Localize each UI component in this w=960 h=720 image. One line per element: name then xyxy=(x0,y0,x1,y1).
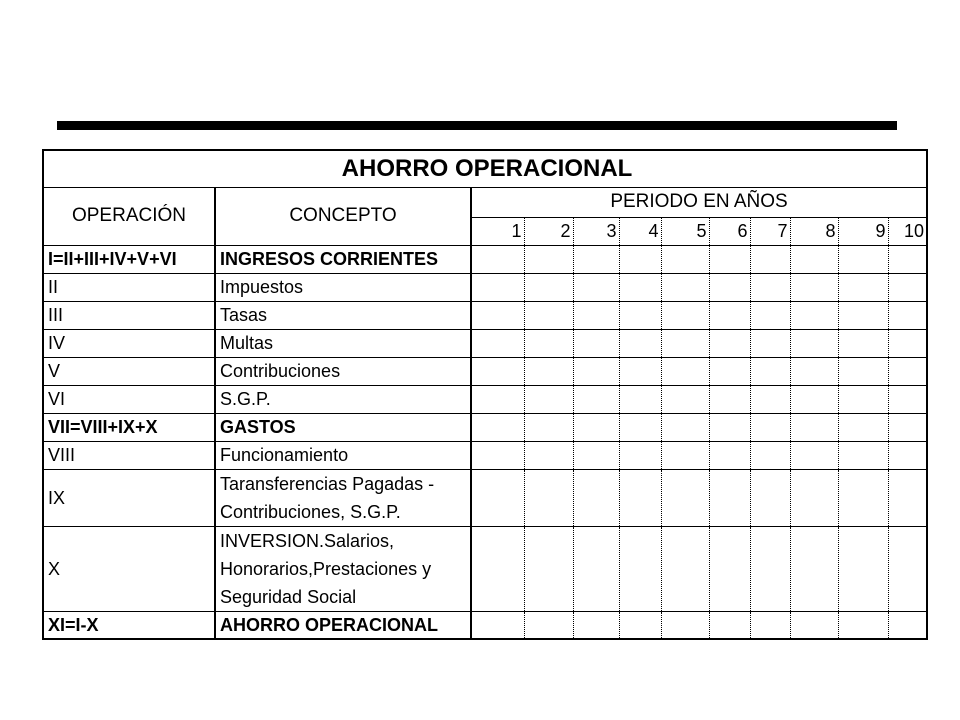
operation-cell: VII=VIII+IX+X xyxy=(43,413,215,441)
value-cell xyxy=(471,611,524,639)
value-cell xyxy=(750,441,790,469)
table-row xyxy=(43,413,927,441)
value-cell xyxy=(750,245,790,273)
value-cell xyxy=(619,329,661,357)
value-cell xyxy=(709,385,750,413)
value-cell xyxy=(888,357,927,385)
value-cell xyxy=(790,413,838,441)
operation-cell: X xyxy=(43,526,215,611)
value-cell xyxy=(619,357,661,385)
value-cell xyxy=(750,385,790,413)
value-cell xyxy=(838,413,888,441)
concept-cell: GASTOS xyxy=(215,413,471,441)
value-cell xyxy=(524,245,573,273)
value-cell xyxy=(524,441,573,469)
value-cell xyxy=(790,329,838,357)
value-cell xyxy=(619,526,661,611)
value-cell xyxy=(661,273,709,301)
value-cell xyxy=(619,301,661,329)
value-cell xyxy=(790,526,838,611)
value-cell xyxy=(661,245,709,273)
value-cell xyxy=(709,469,750,526)
value-cell xyxy=(888,245,927,273)
ahorro-operacional-table xyxy=(42,149,928,640)
value-cell xyxy=(888,611,927,639)
value-cell xyxy=(573,245,619,273)
operation-cell: III xyxy=(43,301,215,329)
value-cell xyxy=(750,273,790,301)
value-cell xyxy=(888,301,927,329)
year-header-2: 2 xyxy=(524,217,573,245)
value-cell xyxy=(838,441,888,469)
operation-cell: VIII xyxy=(43,441,215,469)
value-cell xyxy=(471,357,524,385)
concept-cell: Contribuciones xyxy=(215,357,471,385)
value-cell xyxy=(573,357,619,385)
value-cell xyxy=(573,413,619,441)
table-row xyxy=(43,301,927,329)
year-header-6: 6 xyxy=(709,217,750,245)
table-title: AHORRO OPERACIONAL xyxy=(43,150,927,187)
value-cell xyxy=(790,301,838,329)
value-cell xyxy=(709,611,750,639)
value-cell xyxy=(709,245,750,273)
value-cell xyxy=(709,441,750,469)
concept-cell: Multas xyxy=(215,329,471,357)
value-cell xyxy=(750,301,790,329)
value-cell xyxy=(709,273,750,301)
value-cell xyxy=(573,611,619,639)
value-cell xyxy=(888,441,927,469)
value-cell xyxy=(573,385,619,413)
value-cell xyxy=(709,329,750,357)
operation-cell: I=II+III+IV+V+VI xyxy=(43,245,215,273)
concept-cell: INGRESOS CORRIENTES xyxy=(215,245,471,273)
table-row xyxy=(43,441,927,469)
concept-cell: Impuestos xyxy=(215,273,471,301)
value-cell xyxy=(790,273,838,301)
value-cell xyxy=(471,385,524,413)
concept-cell: Taransferencias Pagadas - Contribuciones, S.G.P. xyxy=(215,469,471,526)
value-cell xyxy=(888,385,927,413)
table-row xyxy=(43,611,927,639)
operation-cell: V xyxy=(43,357,215,385)
year-header-7: 7 xyxy=(750,217,790,245)
value-cell xyxy=(790,441,838,469)
concept-cell: AHORRO OPERACIONAL xyxy=(215,611,471,639)
header-concepto: CONCEPTO xyxy=(215,187,471,245)
value-cell xyxy=(524,611,573,639)
value-cell xyxy=(838,273,888,301)
value-cell xyxy=(661,526,709,611)
value-cell xyxy=(619,469,661,526)
value-cell xyxy=(750,611,790,639)
value-cell xyxy=(471,441,524,469)
value-cell xyxy=(524,273,573,301)
year-header-8: 8 xyxy=(790,217,838,245)
value-cell xyxy=(790,469,838,526)
value-cell xyxy=(619,245,661,273)
value-cell xyxy=(619,273,661,301)
concept-cell: S.G.P. xyxy=(215,385,471,413)
operation-cell: II xyxy=(43,273,215,301)
value-cell xyxy=(888,273,927,301)
value-cell xyxy=(750,526,790,611)
value-cell xyxy=(790,245,838,273)
header-periodo: PERIODO EN AÑOS xyxy=(471,187,927,217)
value-cell xyxy=(573,469,619,526)
value-cell xyxy=(524,469,573,526)
value-cell xyxy=(750,469,790,526)
value-cell xyxy=(524,526,573,611)
concept-cell: Funcionamiento xyxy=(215,441,471,469)
value-cell xyxy=(790,357,838,385)
concept-cell: Tasas xyxy=(215,301,471,329)
value-cell xyxy=(709,357,750,385)
value-cell xyxy=(524,357,573,385)
value-cell xyxy=(471,526,524,611)
value-cell xyxy=(471,329,524,357)
value-cell xyxy=(709,301,750,329)
value-cell xyxy=(661,301,709,329)
value-cell xyxy=(790,611,838,639)
value-cell xyxy=(888,526,927,611)
value-cell xyxy=(471,469,524,526)
year-header-4: 4 xyxy=(619,217,661,245)
value-cell xyxy=(573,273,619,301)
value-cell xyxy=(838,469,888,526)
value-cell xyxy=(661,385,709,413)
header-operacion: OPERACIÓN xyxy=(43,187,215,245)
value-cell xyxy=(838,245,888,273)
value-cell xyxy=(888,329,927,357)
year-header-1: 1 xyxy=(471,217,524,245)
operation-cell: IV xyxy=(43,329,215,357)
value-cell xyxy=(471,245,524,273)
value-cell xyxy=(888,469,927,526)
table-row xyxy=(43,469,927,526)
value-cell xyxy=(619,441,661,469)
value-cell xyxy=(471,301,524,329)
value-cell xyxy=(838,357,888,385)
value-cell xyxy=(750,357,790,385)
year-header-5: 5 xyxy=(661,217,709,245)
value-cell xyxy=(573,526,619,611)
operation-cell: VI xyxy=(43,385,215,413)
value-cell xyxy=(838,611,888,639)
table-row xyxy=(43,357,927,385)
value-cell xyxy=(524,301,573,329)
value-cell xyxy=(619,611,661,639)
value-cell xyxy=(790,385,838,413)
table-row xyxy=(43,329,927,357)
table-row xyxy=(43,385,927,413)
value-cell xyxy=(573,301,619,329)
value-cell xyxy=(750,329,790,357)
value-cell xyxy=(524,329,573,357)
operation-cell: IX xyxy=(43,469,215,526)
value-cell xyxy=(524,413,573,441)
value-cell xyxy=(709,526,750,611)
value-cell xyxy=(471,413,524,441)
year-header-9: 9 xyxy=(838,217,888,245)
value-cell xyxy=(661,329,709,357)
table-row xyxy=(43,245,927,273)
value-cell xyxy=(661,413,709,441)
value-cell xyxy=(661,441,709,469)
value-cell xyxy=(661,469,709,526)
value-cell xyxy=(573,441,619,469)
value-cell xyxy=(750,413,790,441)
value-cell xyxy=(471,273,524,301)
value-cell xyxy=(838,301,888,329)
value-cell xyxy=(619,413,661,441)
value-cell xyxy=(888,413,927,441)
year-header-3: 3 xyxy=(573,217,619,245)
value-cell xyxy=(838,329,888,357)
table-row xyxy=(43,526,927,611)
value-cell xyxy=(838,526,888,611)
value-cell xyxy=(709,413,750,441)
operation-cell: XI=I-X xyxy=(43,611,215,639)
value-cell xyxy=(524,385,573,413)
value-cell xyxy=(661,357,709,385)
value-cell xyxy=(573,329,619,357)
value-cell xyxy=(838,385,888,413)
concept-cell: INVERSION.Salarios, Honorarios,Prestaciones y Seguridad Social xyxy=(215,526,471,611)
top-divider-bar xyxy=(57,121,897,130)
year-header-10: 10 xyxy=(888,217,927,245)
table-row xyxy=(43,273,927,301)
value-cell xyxy=(619,385,661,413)
value-cell xyxy=(661,611,709,639)
